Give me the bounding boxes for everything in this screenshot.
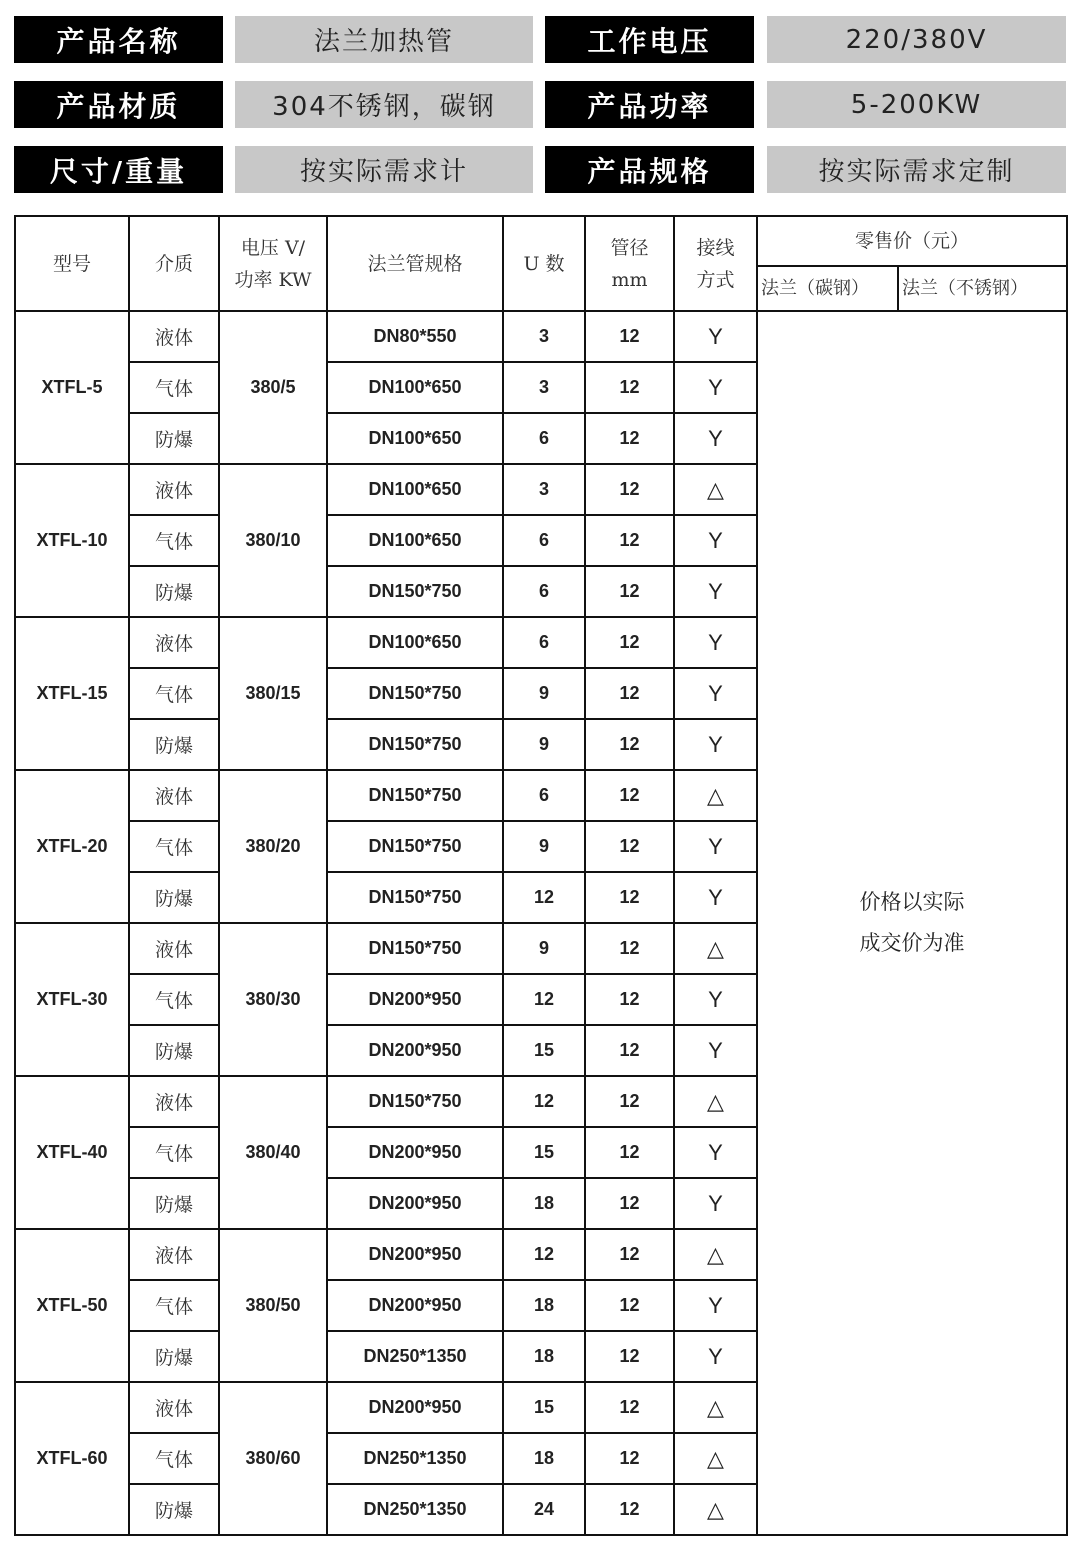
flange-spec-cell: DN100*650	[327, 362, 503, 413]
u-count-cell: 12	[503, 1229, 585, 1280]
medium-cell: 防爆	[129, 719, 219, 770]
connection-cell: △	[674, 923, 757, 974]
connection-cell: △	[674, 1229, 757, 1280]
diameter-cell: 12	[585, 821, 674, 872]
medium-cell: 防爆	[129, 872, 219, 923]
model-cell: XTFL-50	[15, 1229, 129, 1382]
price-note-line1: 价格以实际	[859, 890, 965, 914]
medium-cell: 气体	[129, 515, 219, 566]
header-connection	[674, 216, 757, 311]
flange-spec-cell: DN200*950	[327, 1382, 503, 1433]
medium-cell: 液体	[129, 464, 219, 515]
diameter-cell: 12	[585, 1433, 674, 1484]
medium-cell: 液体	[129, 1229, 219, 1280]
u-count-cell: 6	[503, 770, 585, 821]
model-cell: XTFL-5	[15, 311, 129, 464]
flange-spec-cell: DN80*550	[327, 311, 503, 362]
u-count-cell: 3	[503, 362, 585, 413]
spec-value-voltage: 220/380V	[767, 16, 1066, 63]
header-flange-spec: 法兰管规格	[327, 216, 503, 311]
flange-spec-cell: DN200*950	[327, 1025, 503, 1076]
header-power-line2: 功率 KW	[234, 268, 312, 291]
power-cell: 380/60	[219, 1382, 327, 1535]
product-table	[14, 215, 1068, 1536]
connection-cell: △	[674, 464, 757, 515]
model-cell: XTFL-10	[15, 464, 129, 617]
connection-cell: Y	[674, 617, 757, 668]
model-cell: XTFL-15	[15, 617, 129, 770]
spec-value-product-name: 法兰加热管	[235, 16, 533, 63]
connection-cell: Y	[674, 515, 757, 566]
model-cell: XTFL-20	[15, 770, 129, 923]
power-cell: 380/30	[219, 923, 327, 1076]
spec-key-product-name: 产品名称	[14, 16, 223, 63]
connection-cell: Y	[674, 1280, 757, 1331]
header-diameter	[585, 216, 674, 311]
medium-cell: 防爆	[129, 1025, 219, 1076]
header-medium: 介质	[129, 216, 219, 311]
connection-cell: Y	[674, 1025, 757, 1076]
diameter-cell: 12	[585, 770, 674, 821]
diameter-cell: 12	[585, 1382, 674, 1433]
flange-spec-cell: DN150*750	[327, 821, 503, 872]
power-cell: 380/50	[219, 1229, 327, 1382]
header-model: 型号	[15, 216, 129, 311]
spec-value-size-weight: 按实际需求计	[235, 146, 533, 193]
diameter-cell: 12	[585, 668, 674, 719]
diameter-cell: 12	[585, 1127, 674, 1178]
spec-key-material: 产品材质	[14, 81, 223, 128]
header-power-line1: 电压 V/	[240, 236, 306, 259]
model-cell: XTFL-40	[15, 1076, 129, 1229]
diameter-cell: 12	[585, 1025, 674, 1076]
medium-cell: 防爆	[129, 566, 219, 617]
diameter-cell: 12	[585, 1229, 674, 1280]
flange-spec-cell: DN200*950	[327, 1127, 503, 1178]
connection-cell: Y	[674, 719, 757, 770]
price-note-line2: 成交价为准	[859, 931, 965, 955]
diameter-cell: 12	[585, 1178, 674, 1229]
u-count-cell: 18	[503, 1178, 585, 1229]
diameter-cell: 12	[585, 464, 674, 515]
spec-row	[14, 146, 1066, 193]
u-count-cell: 9	[503, 821, 585, 872]
header-diameter-line2: mm	[611, 268, 648, 291]
spec-value-specification: 按实际需求定制	[767, 146, 1066, 193]
u-count-cell: 9	[503, 719, 585, 770]
flange-spec-cell: DN100*650	[327, 515, 503, 566]
connection-cell: Y	[674, 821, 757, 872]
medium-cell: 气体	[129, 974, 219, 1025]
u-count-cell: 18	[503, 1331, 585, 1382]
flange-spec-cell: DN100*650	[327, 413, 503, 464]
header-retail-price: 零售价（元）	[757, 216, 1067, 266]
medium-cell: 气体	[129, 362, 219, 413]
header-price-stainless: 法兰（不锈钢）	[898, 266, 1067, 311]
diameter-cell: 12	[585, 872, 674, 923]
price-note-cell	[757, 311, 1067, 1535]
table-header-row	[15, 216, 1067, 266]
header-power	[219, 216, 327, 311]
power-cell: 380/10	[219, 464, 327, 617]
connection-cell: △	[674, 1382, 757, 1433]
diameter-cell: 12	[585, 617, 674, 668]
medium-cell: 液体	[129, 923, 219, 974]
connection-cell: Y	[674, 566, 757, 617]
diameter-cell: 12	[585, 311, 674, 362]
spec-key-voltage: 工作电压	[545, 16, 754, 63]
diameter-cell: 12	[585, 413, 674, 464]
connection-cell: Y	[674, 1331, 757, 1382]
u-count-cell: 9	[503, 668, 585, 719]
medium-cell: 气体	[129, 1280, 219, 1331]
u-count-cell: 12	[503, 1076, 585, 1127]
u-count-cell: 3	[503, 311, 585, 362]
flange-spec-cell: DN150*750	[327, 566, 503, 617]
diameter-cell: 12	[585, 1484, 674, 1535]
flange-spec-cell: DN250*1350	[327, 1331, 503, 1382]
header-connection-line1: 接线	[696, 236, 735, 259]
u-count-cell: 12	[503, 974, 585, 1025]
diameter-cell: 12	[585, 515, 674, 566]
table-row	[15, 311, 1067, 362]
spec-key-specification: 产品规格	[545, 146, 754, 193]
connection-cell: Y	[674, 872, 757, 923]
table-body	[15, 311, 1067, 1535]
medium-cell: 液体	[129, 1076, 219, 1127]
diameter-cell: 12	[585, 1076, 674, 1127]
power-cell: 380/20	[219, 770, 327, 923]
flange-spec-cell: DN200*950	[327, 1229, 503, 1280]
flange-spec-cell: DN100*650	[327, 617, 503, 668]
medium-cell: 液体	[129, 1382, 219, 1433]
connection-cell: △	[674, 1433, 757, 1484]
u-count-cell: 6	[503, 413, 585, 464]
connection-cell: Y	[674, 413, 757, 464]
diameter-cell: 12	[585, 566, 674, 617]
medium-cell: 液体	[129, 617, 219, 668]
medium-cell: 气体	[129, 1433, 219, 1484]
flange-spec-cell: DN100*650	[327, 464, 503, 515]
connection-cell: Y	[674, 974, 757, 1025]
flange-spec-cell: DN150*750	[327, 668, 503, 719]
medium-cell: 气体	[129, 821, 219, 872]
spec-key-power: 产品功率	[545, 81, 754, 128]
flange-spec-cell: DN200*950	[327, 974, 503, 1025]
connection-cell: △	[674, 770, 757, 821]
power-cell: 380/40	[219, 1076, 327, 1229]
diameter-cell: 12	[585, 719, 674, 770]
connection-cell: △	[674, 1484, 757, 1535]
medium-cell: 防爆	[129, 1484, 219, 1535]
medium-cell: 气体	[129, 1127, 219, 1178]
medium-cell: 气体	[129, 668, 219, 719]
u-count-cell: 6	[503, 566, 585, 617]
header-u-count: U 数	[503, 216, 585, 311]
header-price-carbon: 法兰（碳钢）	[757, 266, 898, 311]
medium-cell: 液体	[129, 770, 219, 821]
flange-spec-cell: DN150*750	[327, 770, 503, 821]
power-cell: 380/15	[219, 617, 327, 770]
medium-cell: 防爆	[129, 413, 219, 464]
diameter-cell: 12	[585, 923, 674, 974]
flange-spec-cell: DN250*1350	[327, 1484, 503, 1535]
spec-value-power: 5-200KW	[767, 81, 1066, 128]
flange-spec-cell: DN150*750	[327, 1076, 503, 1127]
u-count-cell: 15	[503, 1382, 585, 1433]
u-count-cell: 3	[503, 464, 585, 515]
flange-spec-cell: DN150*750	[327, 872, 503, 923]
spec-key-size-weight: 尺寸/重量	[14, 146, 223, 193]
u-count-cell: 18	[503, 1433, 585, 1484]
medium-cell: 防爆	[129, 1178, 219, 1229]
diameter-cell: 12	[585, 1331, 674, 1382]
u-count-cell: 9	[503, 923, 585, 974]
flange-spec-cell: DN250*1350	[327, 1433, 503, 1484]
u-count-cell: 6	[503, 515, 585, 566]
u-count-cell: 18	[503, 1280, 585, 1331]
u-count-cell: 15	[503, 1127, 585, 1178]
connection-cell: △	[674, 1076, 757, 1127]
model-cell: XTFL-60	[15, 1382, 129, 1535]
spec-value-material: 304不锈钢，碳钢	[235, 81, 533, 128]
connection-cell: Y	[674, 362, 757, 413]
power-cell: 380/5	[219, 311, 327, 464]
medium-cell: 防爆	[129, 1331, 219, 1382]
medium-cell: 液体	[129, 311, 219, 362]
header-diameter-line1: 管径	[610, 236, 649, 259]
spec-row	[14, 16, 1066, 63]
u-count-cell: 24	[503, 1484, 585, 1535]
connection-cell: Y	[674, 1178, 757, 1229]
u-count-cell: 6	[503, 617, 585, 668]
spec-row	[14, 81, 1066, 128]
u-count-cell: 12	[503, 872, 585, 923]
connection-cell: Y	[674, 668, 757, 719]
flange-spec-cell: DN200*950	[327, 1280, 503, 1331]
connection-cell: Y	[674, 1127, 757, 1178]
u-count-cell: 15	[503, 1025, 585, 1076]
flange-spec-cell: DN200*950	[327, 1178, 503, 1229]
diameter-cell: 12	[585, 974, 674, 1025]
diameter-cell: 12	[585, 1280, 674, 1331]
flange-spec-cell: DN150*750	[327, 923, 503, 974]
header-connection-line2: 方式	[696, 268, 735, 291]
connection-cell: Y	[674, 311, 757, 362]
flange-spec-cell: DN150*750	[327, 719, 503, 770]
model-cell: XTFL-30	[15, 923, 129, 1076]
diameter-cell: 12	[585, 362, 674, 413]
